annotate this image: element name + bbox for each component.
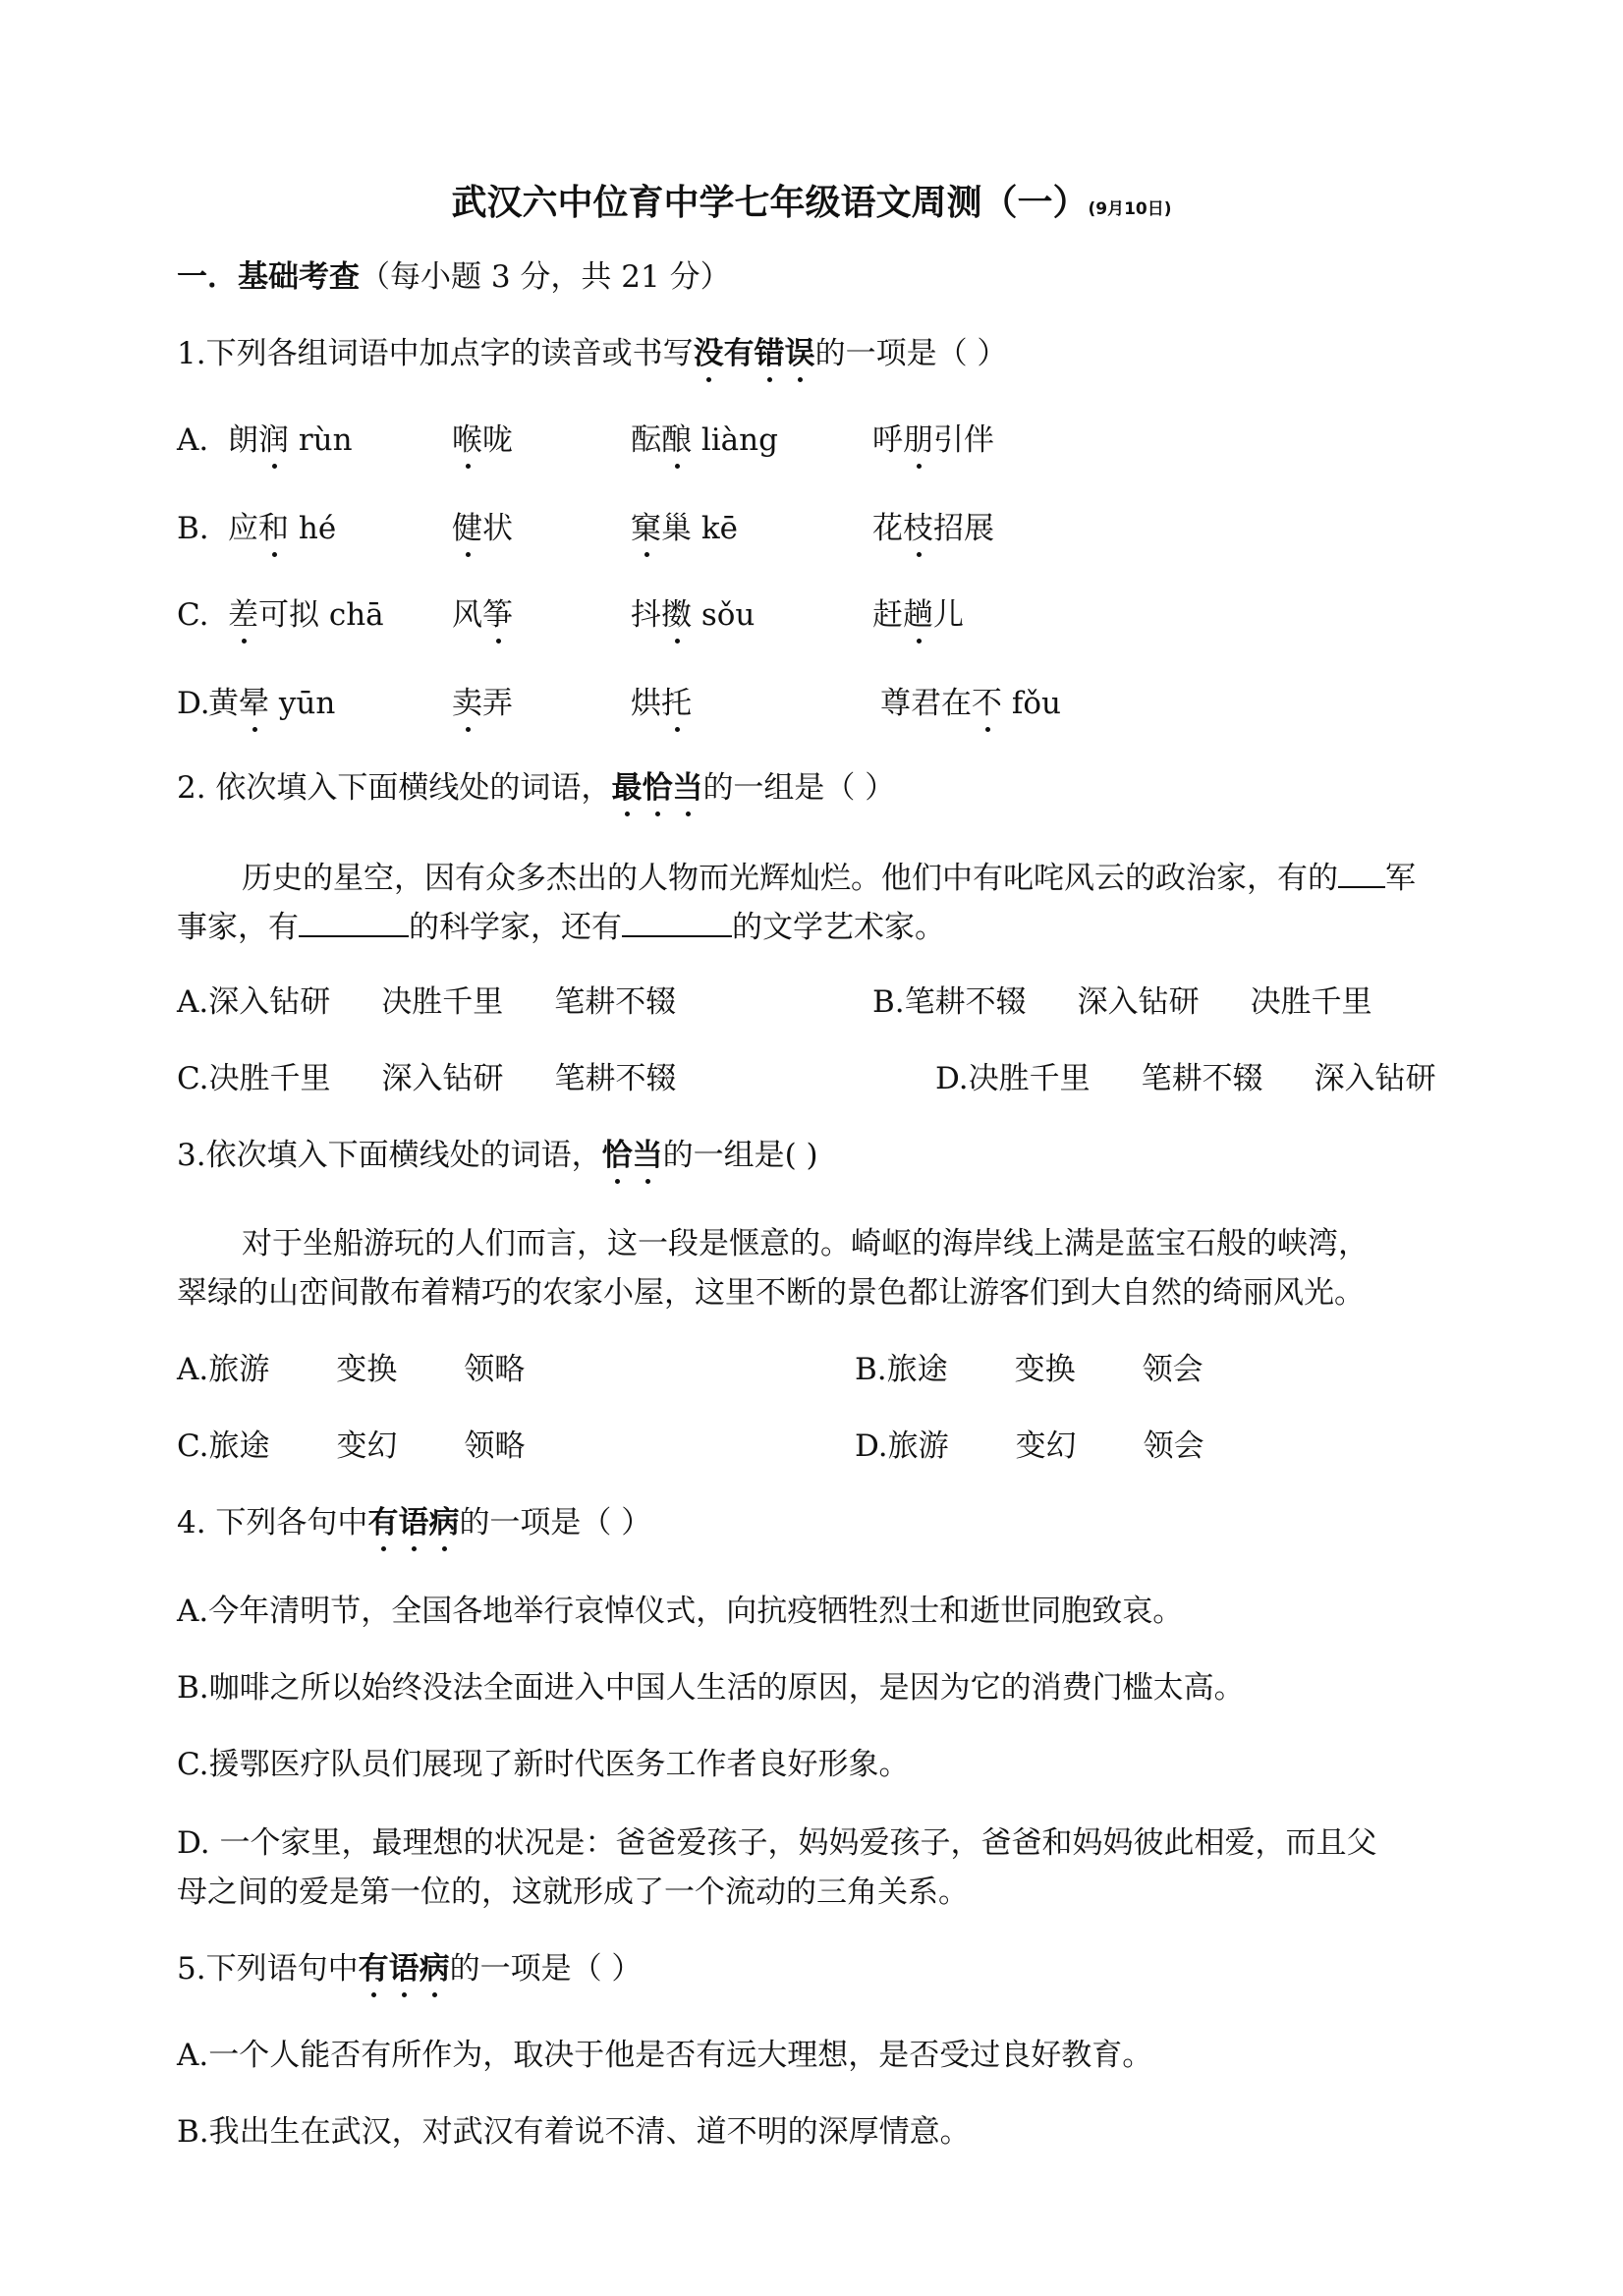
q1-option-a-label: A. [177,422,209,458]
q1-char: 应 [228,511,258,546]
q1-char-dotted: 晕 [239,686,269,721]
option-item: 决胜千里 [1250,984,1372,1020]
q1-option-c-word4 [872,595,964,635]
q5-emph-char: 有 [358,1951,389,1987]
q1-option-b-word3 [631,509,738,548]
option-item: 笔耕不辍 [554,984,677,1020]
q1-emph-char: 有 [723,336,755,371]
option-item: 决胜千里 [968,1061,1091,1096]
q4-emph-char: 病 [428,1505,460,1540]
q2-blank-2[interactable] [299,906,409,937]
q1-char: 引 [933,422,964,458]
q1-char-dotted: 朋 [903,422,933,458]
q1-pinyin: kē [692,511,738,546]
page-title [0,175,1623,225]
q5-emph-char: 语 [388,1951,420,1987]
q1-emph-char: 没 [693,336,724,371]
q1-char-dotted: 不 [972,686,1002,721]
option-label: A. [177,984,209,1020]
q1-char: 巢 [661,511,692,546]
option-item: 变换 [336,1352,398,1387]
option-label: A. [177,1352,209,1387]
q1-char: 尊君在 [880,686,972,721]
q1-option-c-word3 [631,595,755,635]
q2-passage-text: 的文学艺术家。 [732,910,945,945]
q2-blank-3[interactable] [622,906,732,937]
option-item: 领会 [1142,1352,1203,1387]
q1-char: 朗 [228,422,258,458]
q1-option-a-word1 [228,420,353,460]
q3-option-c [177,1427,525,1466]
section-heading-bold: 一．基础考查 [177,259,360,295]
q3-emph-char: 恰 [601,1138,633,1173]
q5-option-b: B.我出生在武汉，对武汉有着说不清、道不明的深厚情意。 [177,2114,971,2150]
q1-char: 状 [482,511,513,546]
q4-stem-post: 的一项是（ ） [459,1505,652,1540]
option-item: 深入钻研 [381,1061,504,1096]
q1-option-c-word1 [228,595,384,635]
option-item: 笔耕不辍 [1141,1061,1263,1096]
q1-option-d-word2 [452,684,513,723]
q1-char-dotted: 差 [228,597,258,633]
q1-char: 儿 [933,597,964,633]
question-4-stem [177,1503,651,1542]
option-label: C. [177,1061,209,1096]
q1-char-dotted: 窠 [631,511,661,546]
option-item: 深入钻研 [1077,984,1200,1020]
q1-char-dotted: 托 [661,686,692,721]
q1-emph-char: 错 [754,336,785,371]
option-item: 笔耕不辍 [554,1061,677,1096]
option-item: 旅途 [886,1352,948,1387]
q1-pinyin: hé [289,511,337,546]
q2-option-b [872,982,1372,1022]
option-item: 旅途 [208,1428,270,1464]
q1-char-dotted: 筝 [482,597,513,633]
q1-char-dotted: 趟 [903,597,933,633]
option-label: C. [177,1428,209,1464]
option-item: 旅游 [208,1352,270,1387]
option-label: D. [855,1428,888,1464]
q1-option-a-word3 [631,420,778,460]
q1-char: 可拟 chā [258,597,384,633]
q3-emph-char: 当 [632,1138,663,1173]
q2-option-c [177,1059,676,1098]
section-heading-rest: （每小题 3 分，共 21 分） [360,259,731,295]
q1-char-dotted: 卖 [452,686,482,721]
q1-char-dotted: 润 [258,422,289,458]
q1-stem-post: 的一项是（ ） [814,336,1008,371]
q1-option-d-word1 [208,684,335,723]
q1-char: 呼 [872,422,903,458]
question-1-stem [177,334,1007,373]
q4-emph-char: 有 [367,1505,399,1540]
q2-passage-line2 [177,906,945,947]
q2-passage-text: 事家，有 [177,910,299,945]
option-label: B. [872,984,905,1020]
option-item: 决胜千里 [381,984,504,1020]
option-label: B. [855,1352,887,1387]
title-date: (9月10日) [1088,199,1172,219]
q1-char: 伴 [964,422,994,458]
q1-pinyin: rùn [289,422,353,458]
q1-option-a-word4 [872,420,994,460]
q2-passage-text: 的科学家，还有 [409,910,622,945]
q2-passage-text: 军 [1385,861,1416,896]
q2-emph-char: 当 [672,770,703,806]
q5-option-a: A.一个人能否有所作为，取决于他是否有远大理想，是否受过良好教育。 [177,2038,1153,2073]
q1-option-a-word2 [452,420,513,460]
q1-option-b-word2 [452,509,513,548]
q1-option-d-label: D. [177,686,210,721]
q1-option-d-word4 [880,684,1061,723]
q1-char: 展 [964,511,994,546]
q1-char-dotted: 枝 [903,511,933,546]
q3-passage-line1: 对于坐船游玩的人们而言，这一段是惬意的。崎岖的海岸线上满是蓝宝石般的峡湾， [242,1226,1369,1261]
option-item: 领略 [464,1352,526,1387]
q1-option-b-label: B. [177,511,209,546]
q1-option-c-label: C. [177,597,209,633]
q4-emph-char: 语 [398,1505,429,1540]
q4-stem-pre: 4. 下列各句中 [177,1505,368,1540]
q1-pinyin: sǒu [692,597,756,633]
q1-option-c-word2 [452,595,513,635]
q1-char-dotted: 健 [452,511,482,546]
q3-option-b [855,1350,1203,1389]
option-item: 旅游 [887,1428,949,1464]
option-label: D. [935,1061,969,1096]
q3-option-a [177,1350,525,1389]
q1-pinyin: yūn [269,686,336,721]
q2-option-d [935,1059,1436,1098]
q1-char-dotted: 喉 [452,422,482,458]
q3-passage-line2: 翠绿的山峦间散布着精巧的农家小屋，这里不断的景色都让游客们到大自然的绮丽风光。 [177,1275,1365,1311]
q1-char-dotted: 和 [258,511,289,546]
q1-char: 风 [452,597,482,633]
q4-option-d-line1: D. 一个家里，最理想的状况是：爸爸爱孩子，妈妈爱孩子，爸爸和妈妈彼此相爱，而且父 [177,1825,1377,1861]
q4-option-a: A.今年清明节，全国各地举行哀悼仪式，向抗疫牺牲烈士和逝世同胞致哀。 [177,1594,1184,1629]
q5-stem-post: 的一项是（ ） [449,1951,643,1987]
q1-char-dotted: 酿 [661,422,692,458]
q1-option-b-word1 [228,509,336,548]
q1-char: 抖 [631,597,661,633]
q1-option-d-word3 [631,684,692,723]
q1-char: 弄 [482,686,513,721]
q3-stem-post: 的一组是( ) [662,1138,818,1173]
option-item: 深入钻研 [1314,1061,1436,1096]
option-item: 深入钻研 [208,984,331,1020]
q2-emph-char: 最 [611,770,643,806]
q2-stem-pre: 2. 依次填入下面横线处的词语， [177,770,612,806]
question-3-stem [177,1136,818,1175]
q1-emph-char: 误 [784,336,815,371]
q4-option-c: C.援鄂医疗队员们展现了新时代医务工作者良好形象。 [177,1747,910,1782]
q1-char: 酝 [631,422,661,458]
q1-stem-pre: 1.下列各组词语中加点字的读音或书写 [177,336,694,371]
option-item: 变幻 [1015,1428,1077,1464]
q1-char: 黄 [208,686,239,721]
option-item: 领会 [1143,1428,1204,1464]
q4-option-d-line2: 母之间的爱是第一位的，这就形成了一个流动的三角关系。 [177,1875,969,1910]
q1-pinyin: liàng [692,422,778,458]
q5-emph-char: 病 [419,1951,450,1987]
question-5-stem [177,1949,642,1988]
q5-stem-pre: 5.下列语句中 [177,1951,359,1987]
q1-char-dotted: 擞 [661,597,692,633]
q3-stem-pre: 3.依次填入下面横线处的词语， [177,1138,602,1173]
q2-blank-1[interactable] [1338,857,1385,888]
q1-char: 赶 [872,597,903,633]
q2-passage-line1 [242,857,1416,898]
option-item: 变幻 [336,1428,398,1464]
q3-option-d [855,1427,1204,1466]
q2-emph-char: 恰 [642,770,673,806]
q1-char: 咙 [482,422,513,458]
question-2-stem [177,768,895,808]
option-item: 变换 [1014,1352,1076,1387]
option-item: 决胜千里 [208,1061,331,1096]
q4-option-b: B.咖啡之所以始终没法全面进入中国人生活的原因，是因为它的消费门槛太高。 [177,1670,1245,1706]
section-heading [177,257,731,297]
option-item: 笔耕不辍 [904,984,1027,1020]
q2-option-a [177,982,676,1022]
title-text: 武汉六中位育中学七年级语文周测（一） [451,183,1089,223]
q1-char: 招 [933,511,964,546]
q1-char: 烘 [631,686,661,721]
q1-pinyin: fǒu [1002,686,1061,721]
q1-char: 花 [872,511,903,546]
q2-stem-post: 的一组是（ ） [702,770,896,806]
q2-passage-text: 历史的星空，因有众多杰出的人物而光辉灿烂。他们中有叱咤风云的政治家，有的 [242,861,1338,896]
option-item: 领略 [464,1428,526,1464]
q1-option-b-word4 [872,509,994,548]
